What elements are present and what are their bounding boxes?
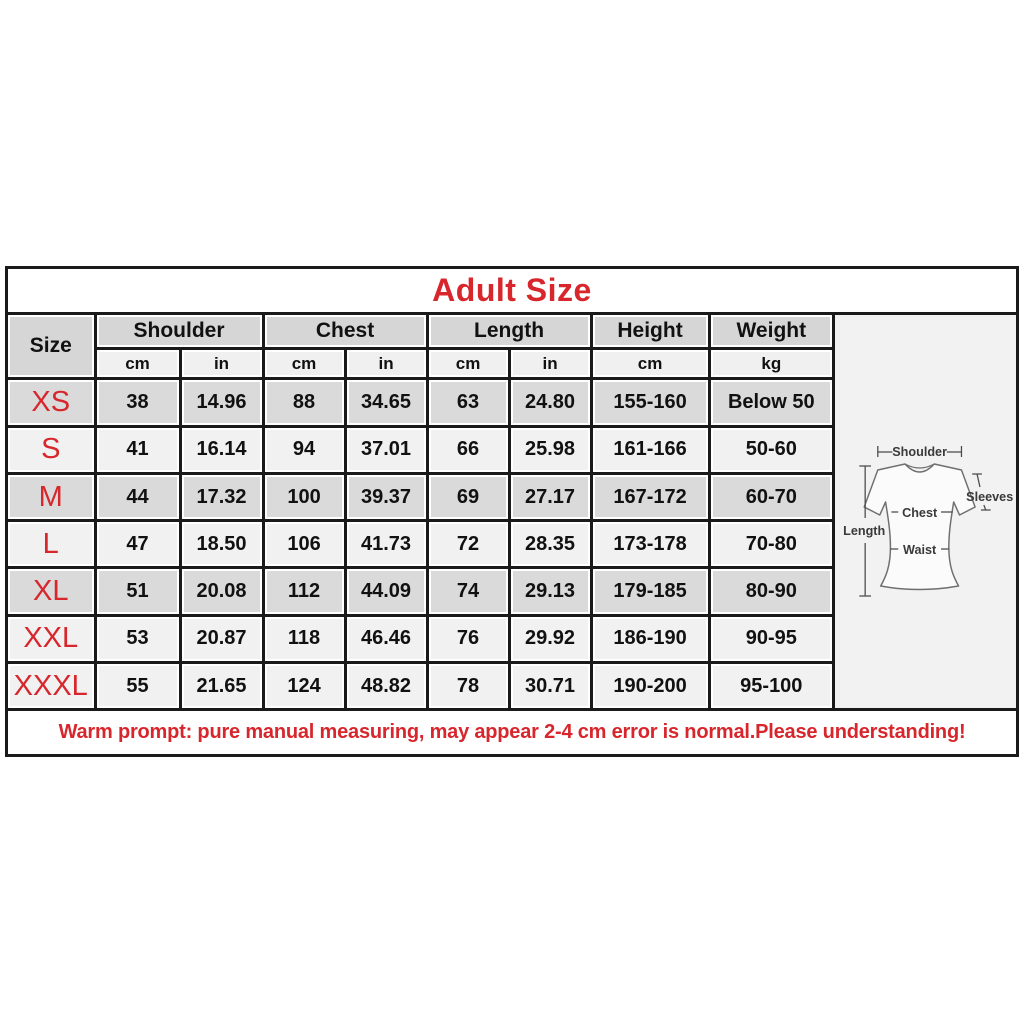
table-row xyxy=(8,379,832,426)
table-cell: 112 xyxy=(263,568,345,615)
unit-cell: cm xyxy=(591,349,709,379)
table-cell: 37.01 xyxy=(345,426,427,473)
table-cell: 20.08 xyxy=(180,568,263,615)
table-cell: 29.92 xyxy=(509,615,591,662)
unit-cell: in xyxy=(180,349,263,379)
chart-title: Adult Size xyxy=(432,272,592,308)
size-column-header: Size xyxy=(8,315,95,379)
table-row xyxy=(8,473,832,520)
table-cell: 50-60 xyxy=(709,426,832,473)
table-cell: 72 xyxy=(427,521,509,568)
table-row xyxy=(8,663,832,708)
unit-cell: cm xyxy=(95,349,180,379)
table-cell: 179-185 xyxy=(591,568,709,615)
shoulder-label: Shoulder xyxy=(892,443,948,460)
table-cell: 60-70 xyxy=(709,473,832,520)
table-cell: 16.14 xyxy=(180,426,263,473)
unit-cell: in xyxy=(345,349,427,379)
table-cell: 124 xyxy=(263,663,345,708)
table-cell: 66 xyxy=(427,426,509,473)
table-cell: 63 xyxy=(427,379,509,426)
title-row xyxy=(8,269,1016,315)
table-cell: 25.98 xyxy=(509,426,591,473)
unit-header-row xyxy=(8,349,832,379)
chart-body xyxy=(8,315,1016,708)
table-cell: 95-100 xyxy=(709,663,832,708)
chest-label: Chest xyxy=(902,504,938,521)
size-row-label: XL xyxy=(8,568,95,615)
table-cell: 167-172 xyxy=(591,473,709,520)
size-row-label: XXXL xyxy=(8,663,95,708)
table-cell: 34.65 xyxy=(345,379,427,426)
table-cell: 39.37 xyxy=(345,473,427,520)
group-header-height: Height xyxy=(591,315,709,349)
table-row xyxy=(8,521,832,568)
table-cell: Below 50 xyxy=(709,379,832,426)
table-cell: 100 xyxy=(263,473,345,520)
table-cell: 29.13 xyxy=(509,568,591,615)
table-cell: 118 xyxy=(263,615,345,662)
size-row-label: XXL xyxy=(8,615,95,662)
table-cell: 76 xyxy=(427,615,509,662)
table-cell: 51 xyxy=(95,568,180,615)
table-row xyxy=(8,615,832,662)
table-cell: 38 xyxy=(95,379,180,426)
group-header-weight: Weight xyxy=(709,315,832,349)
table-cell: 70-80 xyxy=(709,521,832,568)
size-row-label: S xyxy=(8,426,95,473)
table-cell: 21.65 xyxy=(180,663,263,708)
table-cell: 53 xyxy=(95,615,180,662)
table-cell: 44.09 xyxy=(345,568,427,615)
table-cell: 74 xyxy=(427,568,509,615)
table-cell: 27.17 xyxy=(509,473,591,520)
group-header-chest: Chest xyxy=(263,315,427,349)
table-cell: 190-200 xyxy=(591,663,709,708)
unit-cell: in xyxy=(509,349,591,379)
size-row-label: XS xyxy=(8,379,95,426)
group-header-row xyxy=(8,315,832,349)
length-label: Length xyxy=(843,522,886,539)
table-cell: 155-160 xyxy=(591,379,709,426)
waist-label: Waist xyxy=(903,541,937,558)
unit-cell: kg xyxy=(709,349,832,379)
size-chart-box xyxy=(5,266,1019,757)
size-row-label: M xyxy=(8,473,95,520)
size-table xyxy=(8,315,832,708)
group-header-length: Length xyxy=(427,315,591,349)
table-cell: 47 xyxy=(95,521,180,568)
sleeves-label: Sleeves xyxy=(966,488,1014,505)
unit-cell: cm xyxy=(427,349,509,379)
warning-row xyxy=(8,708,1016,754)
table-cell: 106 xyxy=(263,521,345,568)
table-cell: 28.35 xyxy=(509,521,591,568)
table-cell: 80-90 xyxy=(709,568,832,615)
table-cell: 18.50 xyxy=(180,521,263,568)
table-cell: 173-178 xyxy=(591,521,709,568)
table-cell: 78 xyxy=(427,663,509,708)
table-cell: 20.87 xyxy=(180,615,263,662)
table-cell: 55 xyxy=(95,663,180,708)
table-row xyxy=(8,426,832,473)
table-cell: 46.46 xyxy=(345,615,427,662)
unit-cell: cm xyxy=(263,349,345,379)
table-cell: 44 xyxy=(95,473,180,520)
table-cell: 69 xyxy=(427,473,509,520)
table-cell: 24.80 xyxy=(509,379,591,426)
table-cell: 41.73 xyxy=(345,521,427,568)
size-row-label: L xyxy=(8,521,95,568)
tshirt-measure-diagram xyxy=(832,315,1016,708)
table-cell: 90-95 xyxy=(709,615,832,662)
group-header-shoulder: Shoulder xyxy=(95,315,263,349)
table-cell: 161-166 xyxy=(591,426,709,473)
table-cell: 94 xyxy=(263,426,345,473)
table-cell: 41 xyxy=(95,426,180,473)
table-cell: 14.96 xyxy=(180,379,263,426)
table-cell: 48.82 xyxy=(345,663,427,708)
tshirt-diagram-svg xyxy=(835,315,1016,708)
table-row xyxy=(8,568,832,615)
table-cell: 30.71 xyxy=(509,663,591,708)
table-cell: 186-190 xyxy=(591,615,709,662)
table-cell: 17.32 xyxy=(180,473,263,520)
warning-text: Warm prompt: pure manual measuring, may appear 2-4 cm error is normal.Please understanding! xyxy=(58,721,966,743)
table-cell: 88 xyxy=(263,379,345,426)
